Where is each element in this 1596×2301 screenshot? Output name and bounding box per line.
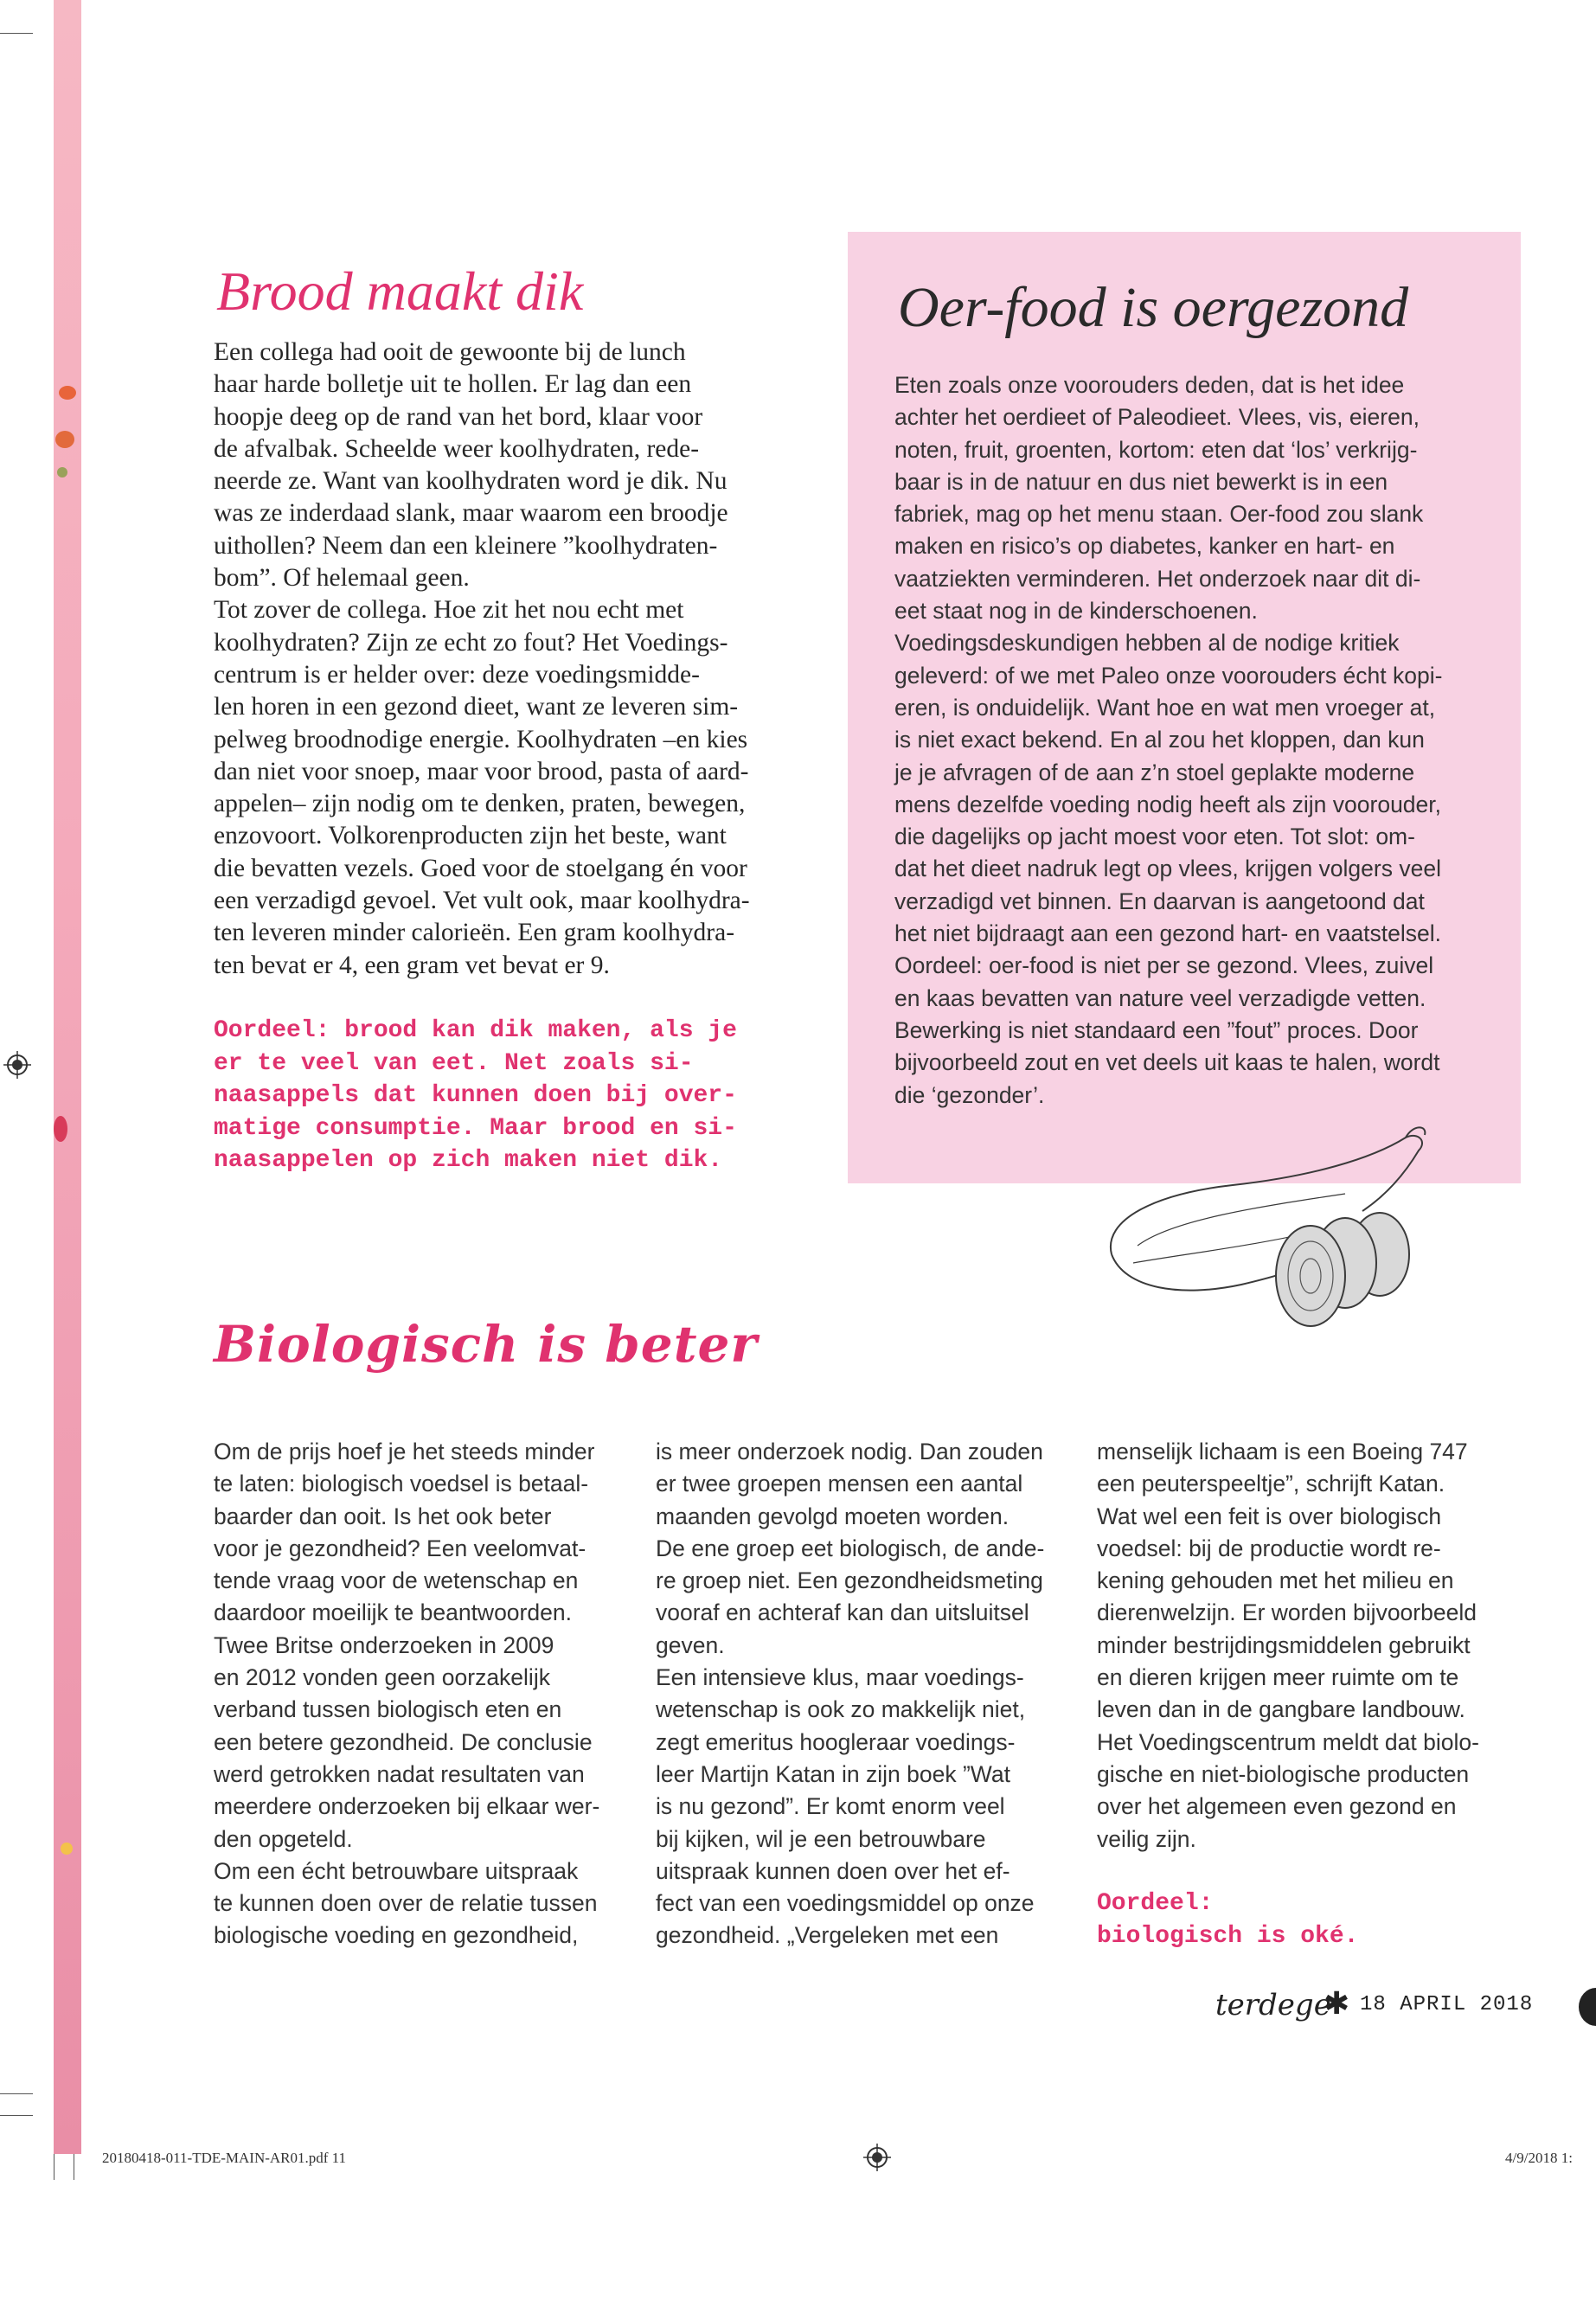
bio-verdict: Oordeel: biologisch is oké. <box>1097 1890 1359 1950</box>
fruit-decoration <box>57 467 67 478</box>
crop-mark <box>0 33 33 34</box>
brood-body: Een collega had ooit de gewoonte bij de lunch haar harde bolletje uit te hollen. Er lag dan een hoopje deeg op de rand van het bord, klaar voor de afvalbak. Scheelde weer koolhydraten, rede- neerde ze. Want van koolhydraten word je dik. Nu was ze inderdaad slank, maar waarom een broodje uithollen? Neem dan een kleinere ”koolhydraten- bom”. Of helemaal geen. Tot zover de collega. Hoe zit het nou echt met koolhydraten? Zijn ze echt zo fout? Het Voedings- centrum is er helder over: deze voedingsmidde- len horen in een gezond dieet, want ze leveren sim- pelweg broodnodige energie. Koolhydraten –en kies dan niet voor snoep, maar voor brood, pasta of aard- appelen– zijn nodig om te denken, praten, bewegen, enzovoort. Volkorenproducten zijn het beste, want die bevatten vezels. Goed voor de stoelgang én voor een verzadigd gevoel. Vet vult ook, maar koolhydra- ten leveren minder calorieën. Een gram koolhydra- ten bevat er 4, een gram vet bevat er 9. <box>214 338 750 979</box>
print-slug-right: 4/9/2018 1: <box>1505 2150 1573 2166</box>
fruit-decoration <box>55 431 74 448</box>
decorative-side-stripe <box>54 0 81 2154</box>
brood-verdict: Oordeel: brood kan dik maken, als je er te veel van eet. Net zoals si- naasappels dat kunnen doen bij over- matige consumptie. Maar brood en si- naasappelen op zich maken niet dik. <box>214 1017 737 1174</box>
brood-heading: Brood maakt dik <box>216 260 584 322</box>
asterisk-icon: ✱ <box>1324 1986 1350 2022</box>
fruit-decoration <box>54 1116 67 1142</box>
magazine-logo: terdege <box>1215 1988 1331 2022</box>
registration-mark-icon <box>3 1051 31 1079</box>
zucchini-illustration <box>1086 1125 1458 1349</box>
bio-column-2: is meer onderzoek nodig. Dan zouden er twee groepen mensen een aantal maanden gevolgd moeten worden. De ene groep eet biologisch, de ande- re groep niet. Een gezondheidsmeting vooraf en achteraf kan dan uitsluitsel geven. Een intensieve klus, maar voedings- wetenschap is ook zo makkelijk niet, zegt emeritus hoogleraar voedings- leer Martijn Katan in zijn boek ”Wat is nu gezond”. Er komt enorm veel bij kijken, wil je een betrouwbare uitspraak kunnen doen over het ef- fect van een voedingsmiddel op onze gezondheid. „Vergeleken met een <box>656 1439 1045 1949</box>
fruit-decoration <box>59 386 76 400</box>
crop-mark <box>0 2093 33 2094</box>
bio-column-3: menselijk lichaam is een Boeing 747 een peuterspeeltje”, schrijft Katan. Wat wel een feit is over biologisch voedsel: bij de productie wordt re- kening gehouden met het milieu en dierenwelzijn. Er worden bijvoorbeeld minder bestrijdingsmiddelen gebruikt en dieren krijgen meer ruimte om te leven dan in de gangbare landbouw. Het Voedingscentrum meldt dat biolo- gische en niet-biologische producten over het algemeen even gezond en veilig zijn. <box>1097 1439 1479 1852</box>
fruit-decoration <box>61 1843 73 1855</box>
bio-heading: Biologisch is beter <box>214 1315 758 1374</box>
registration-mark-icon <box>863 2144 891 2171</box>
crop-mark <box>0 2115 33 2116</box>
oerfood-heading: Oer-food is oergezond <box>898 276 1409 339</box>
page-number-tab <box>1579 1988 1596 2026</box>
bio-column-1: Om de prijs hoef je het steeds minder te laten: biologisch voedsel is betaal- baarder dan ooit. Is het ook beter voor je gezondheid? Een veelomvat- tende vraag voor de wetenschap en daardoor moeilijk te beantwoorden. Twee Britse onderzoeken in 2009 en 2012 vonden geen oorzakelijk verband tussen biologisch eten en een betere gezondheid. De conclusie werd getrokken nadat resultaten van meerdere onderzoeken bij elkaar wer- den opgeteld. Om een écht betrouwbare uitspraak te kunnen doen over de relatie tussen biologische voeding en gezondheid, <box>214 1439 600 1949</box>
issue-date: 18 APRIL 2018 <box>1360 1993 1534 2016</box>
print-slug-left: 20180418-011-TDE-MAIN-AR01.pdf 11 <box>102 2150 347 2166</box>
oerfood-body: Eten zoals onze voorouders deden, dat is het idee achter het oerdieet of Paleodieet. Vlees, vis, eieren, noten, fruit, groenten, kortom: eten dat ‘los’ verkrijg- baar is in de natuur en dus niet bewerkt is in een fabriek, mag op het menu staan. Oer-food zou slank maken en risico’s op diabetes, kanker en hart- en vaatziekten verminderen. Het onderzoek naar dit di- eet staat nog in de kinderschoenen. Voedingsdeskundigen hebben al de nodige kritiek geleverd: of we met Paleo onze voorouders écht kopi- eren, is onduidelijk. Want hoe en wat men vroeger at, is niet exact bekend. En al zou het kloppen, dan kun je je afvragen of de aan z’n stoel geplakte moderne mens dezelfde voeding nodig heeft als zijn voorouder, die dagelijks op jacht moest voor eten. Tot slot: om- dat het dieet nadruk legt op vlees, krijgen volgers veel verzadigd vet binnen. En daarvan is aangetoond dat het niet bijdraagt aan een gezond hart- en vaatstelsel. Oordeel: oer-food is niet per se gezond. Vlees, zuivel en kaas bevatten van nature veel verzadigde vetten. Bewerking is niet standaard een ”fout” proces. Door bijvoorbeeld zout en vet deels uit kaas te halen, wordt die ‘gezonder’. <box>894 372 1443 1108</box>
